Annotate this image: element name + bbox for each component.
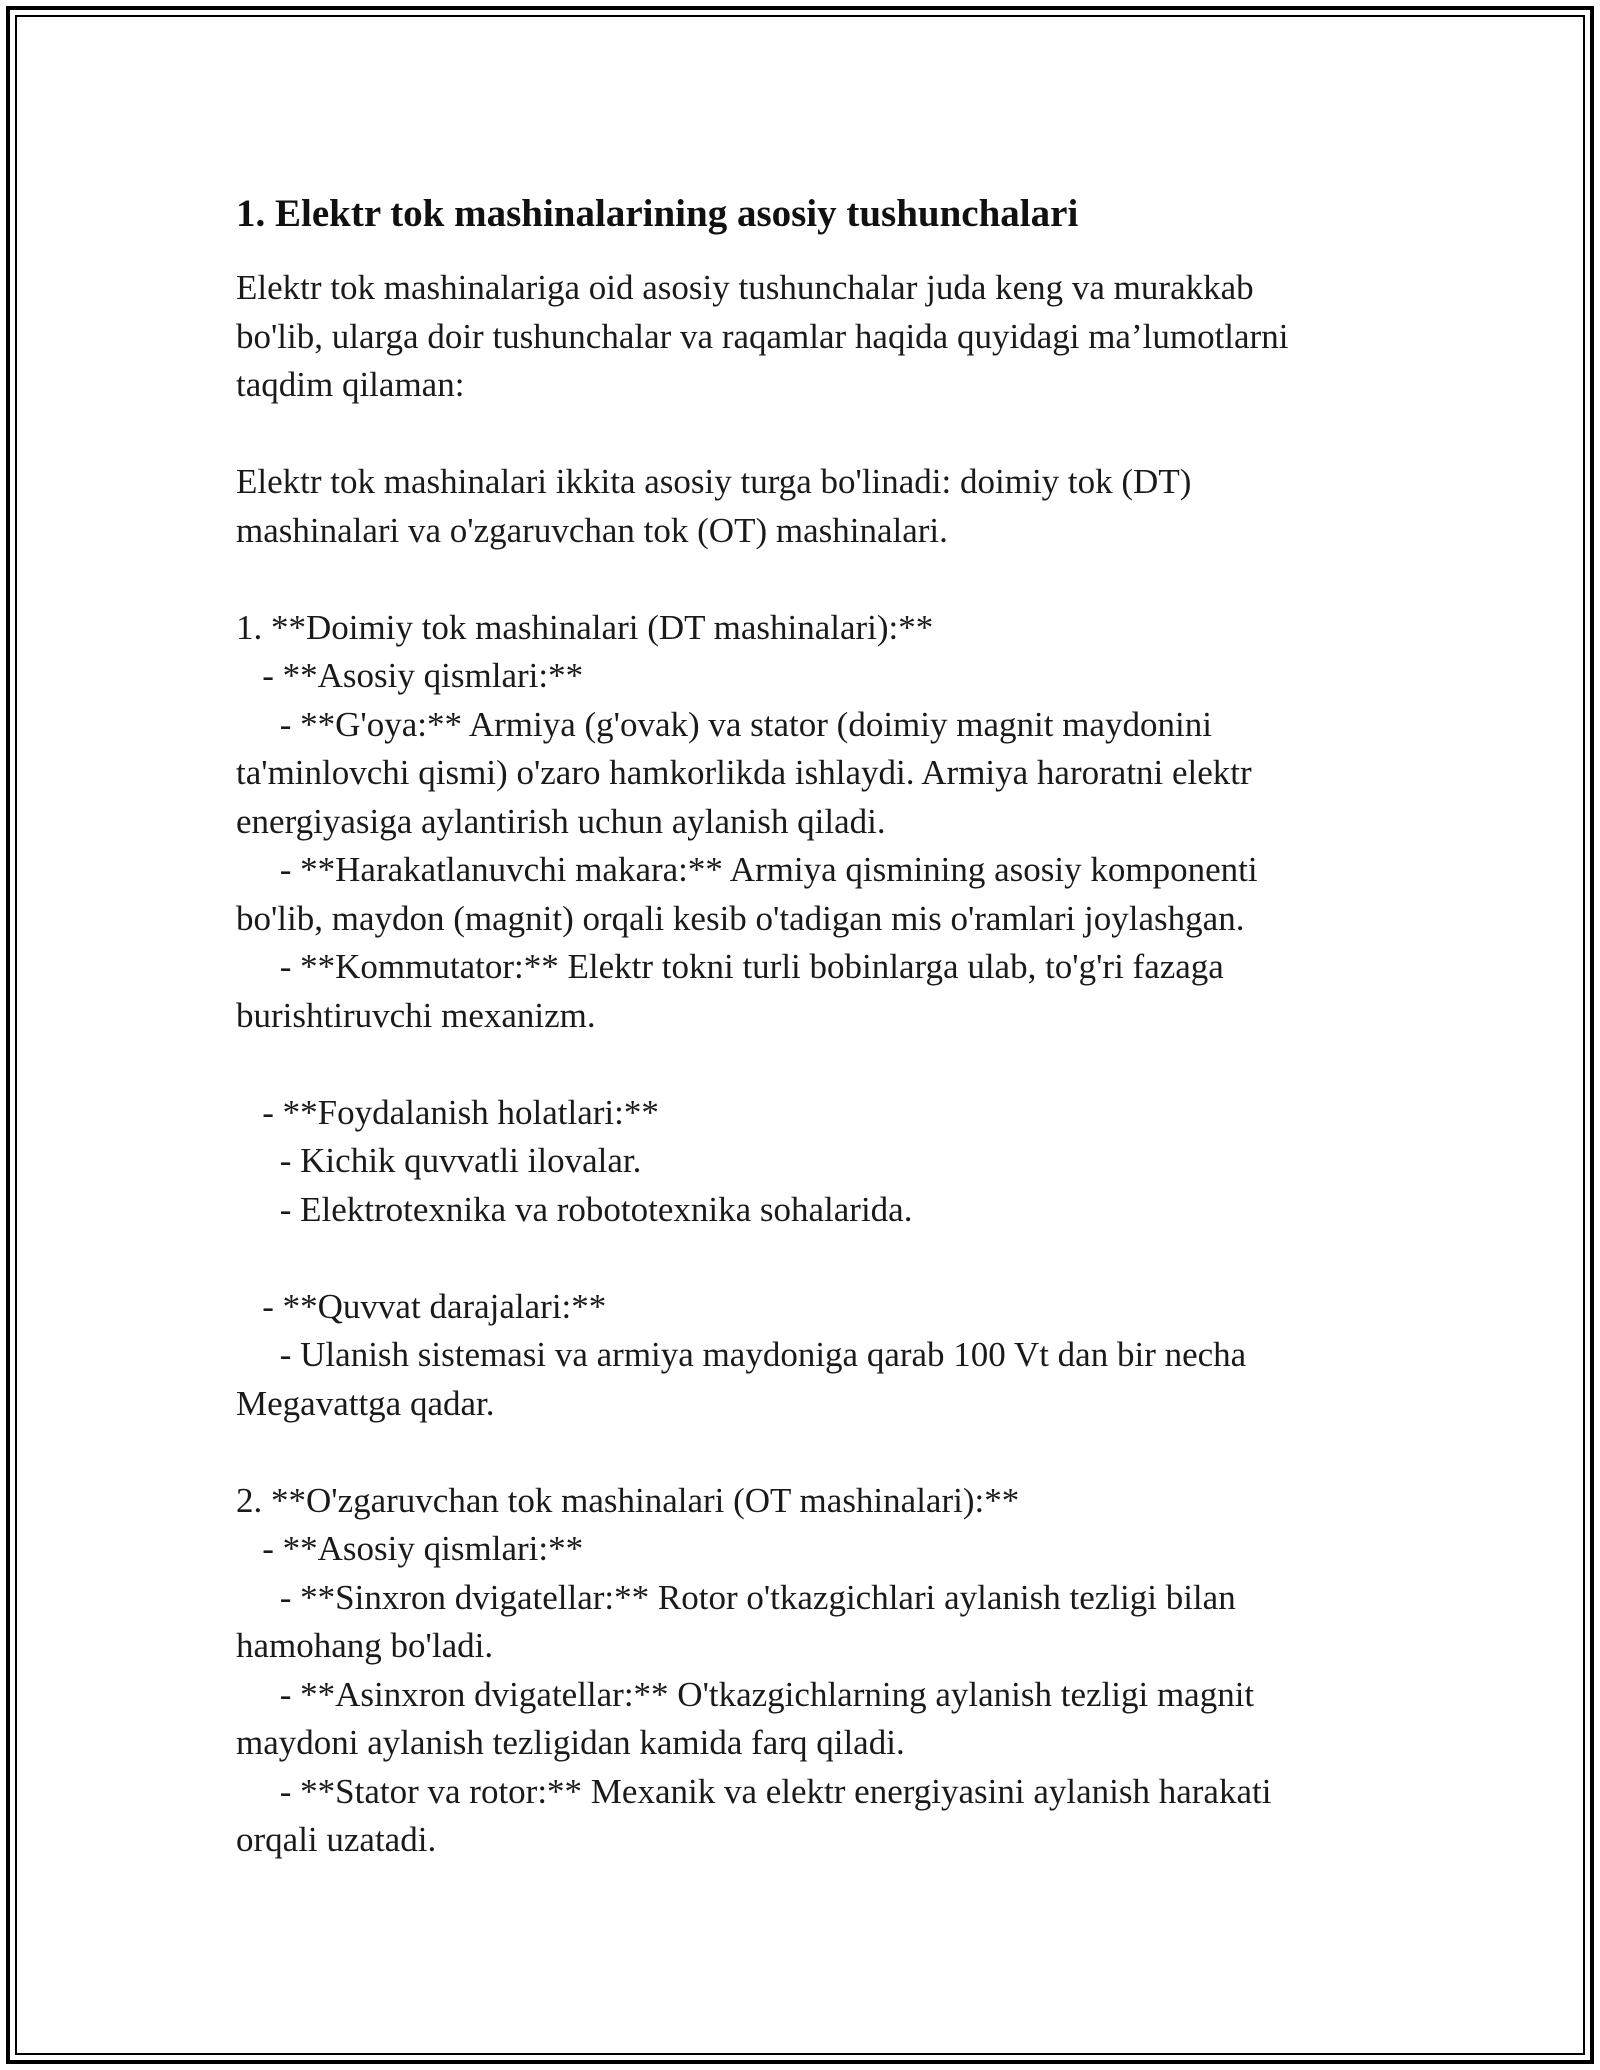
document-title: 1. Elektr tok mashinalarining asosiy tushunchalari — [236, 192, 1079, 235]
document-body: Elektr tok mashinalariga oid asosiy tushunchalar juda keng va murakkab bo'lib, ularga doir tushunchalar va raqamlar haqida quyidagi ma’lumotlarni taqdim qilaman: Elektr tok mashinalari ikkita asosiy turga bo'linadi: doimiy tok (DT) mashinalari va o'zgaruvchan tok (OT) mashinalari. 1. **Doimiy tok mashinalari (DT mashinalari):** - **Asosiy qismlari:** - **G'oya:** Armiya (g'ovak) va stator (doimiy magnit maydonini ta'minlovchi qismi) o'zaro hamkorlikda ishlaydi. Armiya haroratni elektr energiyasiga aylantirish uchun aylanish qiladi. - **Harakatlanuvchi makara:** Armiya qismining asosiy komponenti bo'lib, maydon (magnit) orqali kesib o'tadigan mis o'ramlari joylashgan. - **Kommutator:** Elektr tokni turli bobinlarga ulab, to'g'ri fazaga burishtiruvchi mexanizm. - **Foydalanish holatlari:** - Kichik quvvatli ilovalar. - Elektrotexnika va robototexnika sohalarida. - **Quvvat darajalari:** - Ulanish sistemasi va armiya maydoniga qarab 100 Vt dan bir necha Megavattga qadar. 2. **O'zgaruvchan tok mashinalari (OT mashinalari):** - **Asosiy qismlari:** - **Sinxron dvigatellar:** Rotor o'tkazgichlari aylanish tezligi bilan hamohang bo'ladi. - **Asinxron dvigatellar:** O'tkazgichlarning aylanish tezligi magnit maydoni aylanish tezligidan kamida farq qiladi. - **Stator va rotor:** Mexanik va elektr energiyasini aylanish harakati orqali uzatadi. — [236, 268, 1289, 1859]
document-content — [236, 188, 1366, 1865]
